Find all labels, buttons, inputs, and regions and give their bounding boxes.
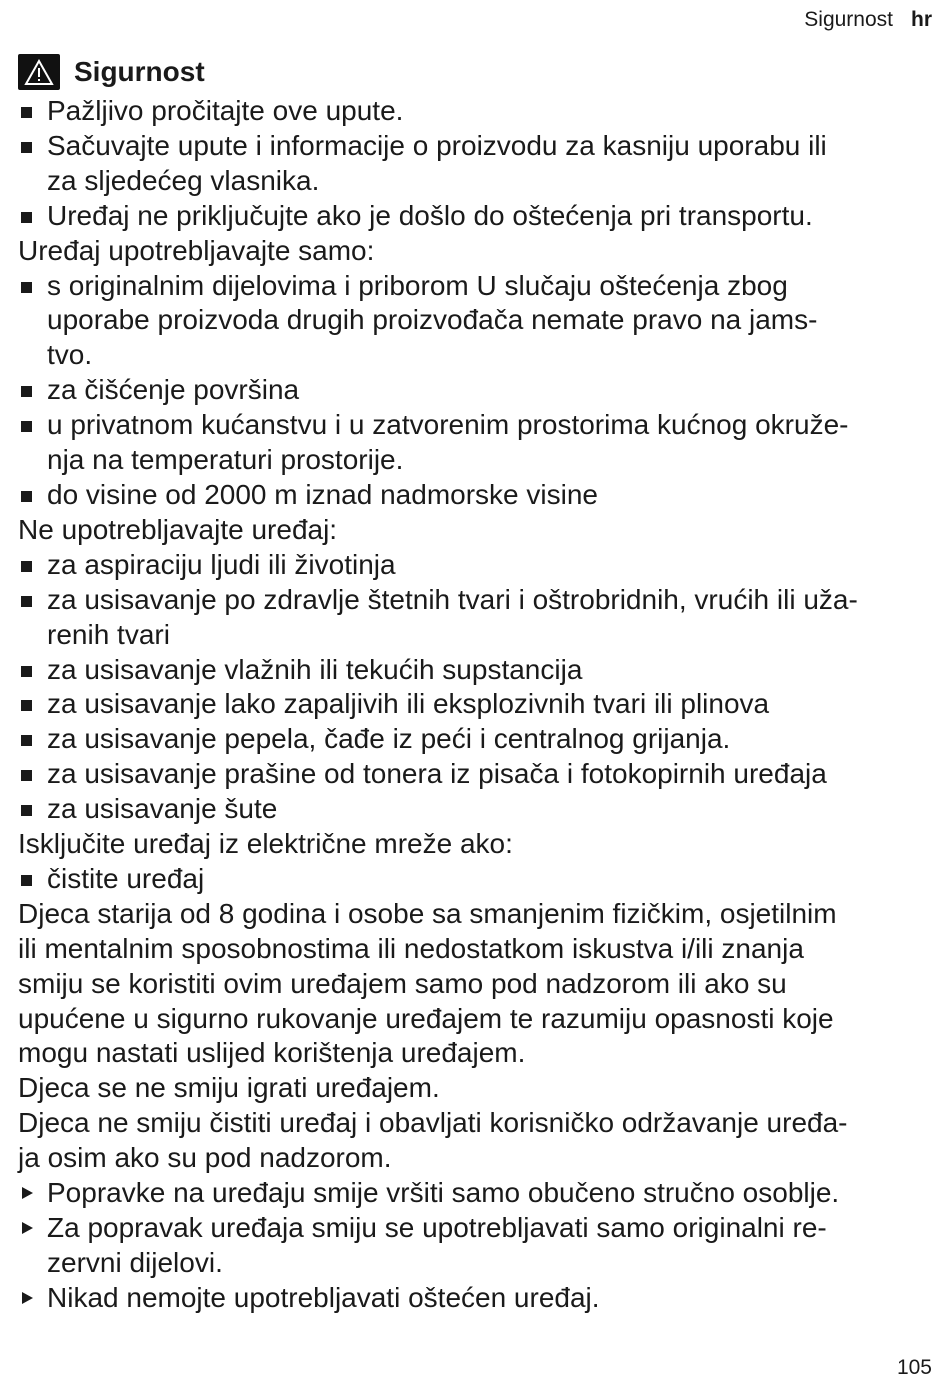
warning-triangle-icon — [18, 54, 60, 90]
list-item — [18, 94, 930, 129]
list-item — [18, 792, 930, 827]
intro-list — [18, 94, 930, 234]
list-item — [18, 199, 930, 234]
list-item — [18, 653, 930, 688]
text-line: Djeca se ne smiju igrati uređajem. — [18, 1072, 440, 1104]
square-bullet-icon — [21, 561, 32, 572]
text-line: smiju se koristiti ovim uređajem samo pod nadzorom ili ako su — [18, 967, 787, 999]
list-item-line: čistite uređaj — [47, 862, 205, 894]
list-item — [18, 722, 930, 757]
list-item-line: za aspiraciju ljudi ili životinja — [47, 548, 396, 580]
section-heading — [18, 48, 930, 96]
use-only-heading — [18, 234, 930, 269]
square-bullet-icon — [21, 596, 32, 607]
text-line: Isključite uređaj iz električne mreže ako: — [18, 828, 513, 860]
list-item — [18, 757, 930, 792]
square-bullet-icon — [21, 282, 32, 293]
text-line: Djeca starija od 8 godina i osobe sa smanjenim fizičkim, osjetilnim — [18, 897, 837, 929]
square-bullet-icon — [21, 666, 32, 677]
list-item-line: Popravke na uređaju smije vršiti samo obučeno stručno osoblje. — [47, 1177, 840, 1209]
list-item — [18, 862, 930, 897]
square-bullet-icon — [21, 386, 32, 397]
list-item-line: za usisavanje šute — [47, 793, 278, 825]
list-item-line: za usisavanje po zdravlje štetnih tvari i oštrobridnih, vrućih ili uža- — [47, 583, 858, 615]
page-number: 105 — [896, 1356, 932, 1379]
text-line: ja osim ako su pod nadzorom. — [18, 1142, 392, 1174]
children-clean-paragraph — [18, 1106, 930, 1176]
text-line: Ne upotrebljavajte uređaj: — [18, 513, 338, 545]
list-item — [18, 269, 930, 374]
do-not-use-heading — [18, 513, 930, 548]
list-item-line: za sljedećeg vlasnika. — [47, 164, 320, 196]
list-item-line: u privatnom kućanstvu i u zatvorenim prostorima kućnog okruže- — [47, 409, 849, 441]
square-bullet-icon — [21, 700, 32, 711]
square-bullet-icon — [21, 142, 32, 153]
list-item-line: zervni dijelovi. — [47, 1246, 223, 1278]
list-item-line: uporabe proizvoda drugih proizvođača nemate pravo na jams- — [47, 304, 818, 336]
square-bullet-icon — [21, 770, 32, 781]
arrow-bullet-icon — [22, 1222, 33, 1234]
arrow-bullet-icon — [22, 1187, 33, 1199]
list-item-line: Nikad nemojte upotrebljavati oštećen uređaj. — [47, 1281, 600, 1313]
list-item-line: renih tvari — [47, 618, 170, 650]
disconnect-heading — [18, 827, 930, 862]
list-item-line: Pažljivo pročitajte ove upute. — [47, 95, 404, 126]
list-item-line: Za popravak uređaja smiju se upotrebljavati samo originalni re- — [47, 1212, 827, 1243]
square-bullet-icon — [21, 421, 32, 432]
list-item-line: za usisavanje prašine od tonera iz pisača i fotokopirnih uređaja — [47, 758, 827, 790]
list-item — [18, 478, 930, 513]
list-item-line: za čišćenje površina — [47, 374, 300, 406]
list-item — [18, 1281, 930, 1316]
text-line: Uređaj upotrebljavajte samo: — [18, 234, 375, 266]
square-bullet-icon — [21, 212, 32, 223]
safety-section — [18, 48, 930, 1316]
use-only-list — [18, 269, 930, 513]
running-header — [804, 8, 932, 32]
list-item-line: nja na temperaturi prostorije. — [47, 444, 404, 476]
list-item — [18, 129, 930, 199]
list-item — [18, 583, 930, 653]
children-paragraph — [18, 897, 930, 1072]
children-play-paragraph — [18, 1071, 930, 1106]
text-line: mogu nastati uslijed korištenja uređajem. — [18, 1037, 526, 1069]
square-bullet-icon — [21, 107, 32, 118]
do-not-use-list — [18, 548, 930, 827]
text-line: ili mentalnim sposobnostima ili nedostatkom iskustva i/ili znanja — [18, 932, 804, 964]
list-item-line: za usisavanje lako zapaljivih ili eksplozivnih tvari ili plinova — [47, 688, 770, 720]
header-section: Sigurnost — [804, 8, 893, 31]
section-title: Sigurnost — [74, 56, 205, 87]
square-bullet-icon — [21, 805, 32, 816]
list-item-line: s originalnim dijelovima i priborom U slučaju oštećenja zbog — [47, 269, 788, 301]
text-line: upućene u sigurno rukovanje uređajem te razumiju opasnosti koje — [18, 1002, 834, 1034]
list-item-line: do visine od 2000 m iznad nadmorske visine — [47, 478, 598, 510]
list-item — [18, 1176, 930, 1211]
list-item-line: za usisavanje pepela, čađe iz peći i centralnog grijanja. — [47, 723, 731, 755]
list-item — [18, 408, 930, 478]
list-item-line: Uređaj ne priključujte ako je došlo do oštećenja pri transportu. — [47, 199, 813, 231]
instruction-list — [18, 1176, 930, 1316]
header-language: hr — [911, 8, 932, 31]
list-item-line: za usisavanje vlažnih ili tekućih supstancija — [47, 653, 583, 685]
list-item — [18, 548, 930, 583]
square-bullet-icon — [21, 735, 32, 746]
list-item-line: tvo. — [47, 339, 93, 371]
list-item-line: Sačuvajte upute i informacije o proizvodu za kasniju uporabu ili — [47, 129, 827, 161]
list-item — [18, 373, 930, 408]
square-bullet-icon — [21, 875, 32, 886]
arrow-bullet-icon — [22, 1292, 33, 1304]
text-line: Djeca ne smiju čistiti uređaj i obavljati korisničko održavanje uređa- — [18, 1107, 848, 1139]
list-item — [18, 1211, 930, 1281]
list-item — [18, 687, 930, 722]
disconnect-list — [18, 862, 930, 897]
square-bullet-icon — [21, 491, 32, 502]
